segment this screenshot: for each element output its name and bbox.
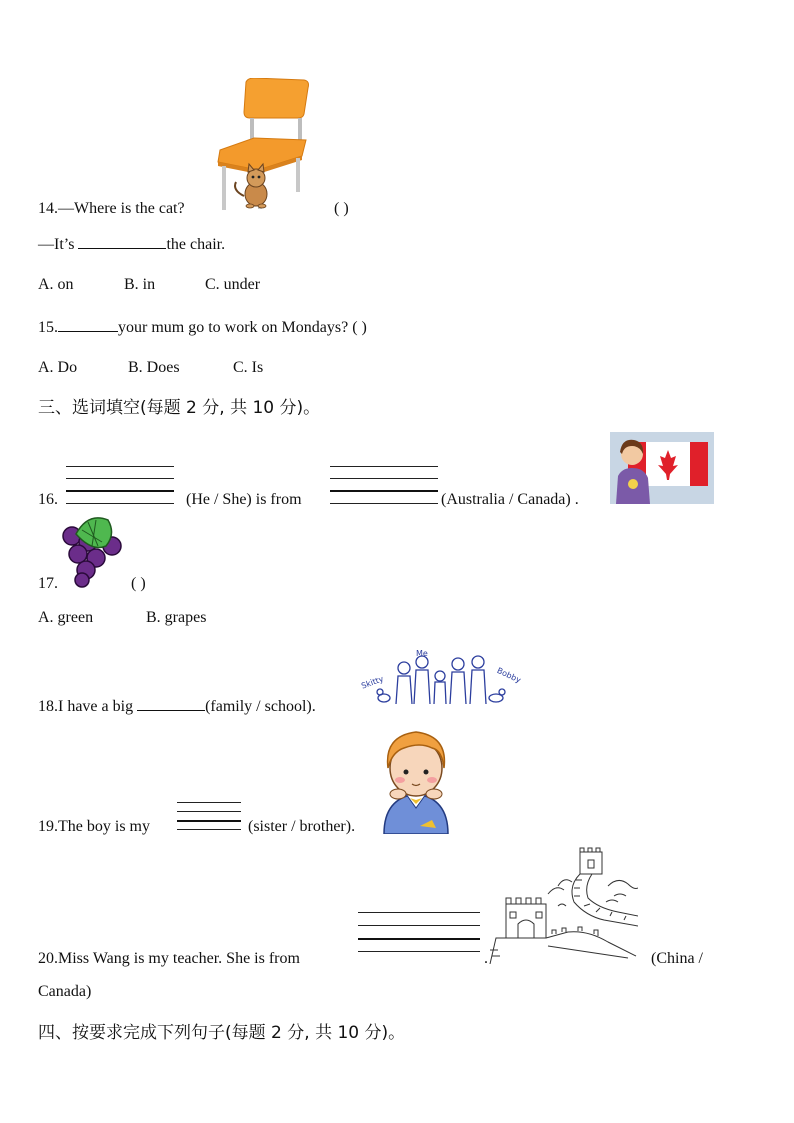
q19-blank[interactable] [177, 802, 241, 832]
q16-blank-2[interactable] [330, 466, 438, 506]
family-label-left: Skitty [360, 674, 385, 691]
chair-cat-illustration [214, 78, 314, 212]
q20-dot: . [484, 950, 488, 967]
q14-answer-paren[interactable]: ( ) [334, 200, 349, 217]
q15-option-c: C. Is [233, 359, 264, 376]
q18-text-start: 18.I have a big [38, 698, 134, 715]
q19-text-end: (sister / brother). [248, 818, 356, 835]
great-wall-illustration [488, 846, 638, 964]
q18-text-end: (family / school). [205, 698, 316, 715]
q14-option-c: C. under [205, 276, 261, 293]
q15-blank[interactable] [58, 317, 118, 332]
family-illustration [360, 646, 522, 710]
family-label-right: Bobby [495, 665, 522, 685]
canada-boy-illustration [610, 432, 714, 504]
q18-blank[interactable] [137, 696, 205, 711]
q14-answer-suffix: the chair. [166, 236, 226, 253]
section-4-heading: 四、按要求完成下列句子(每题 2 分, 共 10 分)。 [38, 1023, 406, 1043]
q14-option-b: B. in [124, 276, 156, 293]
q14-answer-line [38, 234, 225, 255]
q15-question [38, 317, 367, 338]
q16-text-mid: (He / She) is from [186, 491, 302, 508]
q14-question: 14.—Where is the cat? [38, 200, 185, 217]
q15-option-a: A. Do [38, 359, 78, 376]
q20-blank[interactable] [358, 912, 480, 954]
q14-answer-prefix: —It’s [38, 236, 75, 253]
q16-text-end: (Australia / Canada) . [441, 491, 579, 508]
q18-sentence [38, 696, 316, 717]
q17-answer-paren[interactable]: ( ) [131, 575, 146, 592]
q16-number: 16. [38, 491, 58, 508]
q14-option-a: A. on [38, 276, 74, 293]
q17-option-a: A. green [38, 609, 94, 626]
boy-illustration [380, 728, 452, 834]
q14-blank[interactable] [78, 234, 166, 249]
q20-choice-start: (China / [651, 950, 703, 967]
section-3-heading: 三、选词填空(每题 2 分, 共 10 分)。 [38, 398, 321, 418]
q15-text: your mum go to work on Mondays? ( ) [118, 319, 367, 336]
q16-blank-1[interactable] [66, 466, 174, 506]
family-label-middle: Me [416, 649, 428, 658]
grapes-illustration [58, 512, 128, 588]
q17-option-b: B. grapes [146, 609, 207, 626]
q20-choice-end: Canada) [38, 983, 92, 1000]
q15-number: 15. [38, 319, 58, 336]
q15-option-b: B. Does [128, 359, 180, 376]
q19-text-start: 19.The boy is my [38, 818, 150, 835]
q17-number: 17. [38, 575, 58, 592]
q20-text-start: 20.Miss Wang is my teacher. She is from [38, 950, 300, 967]
